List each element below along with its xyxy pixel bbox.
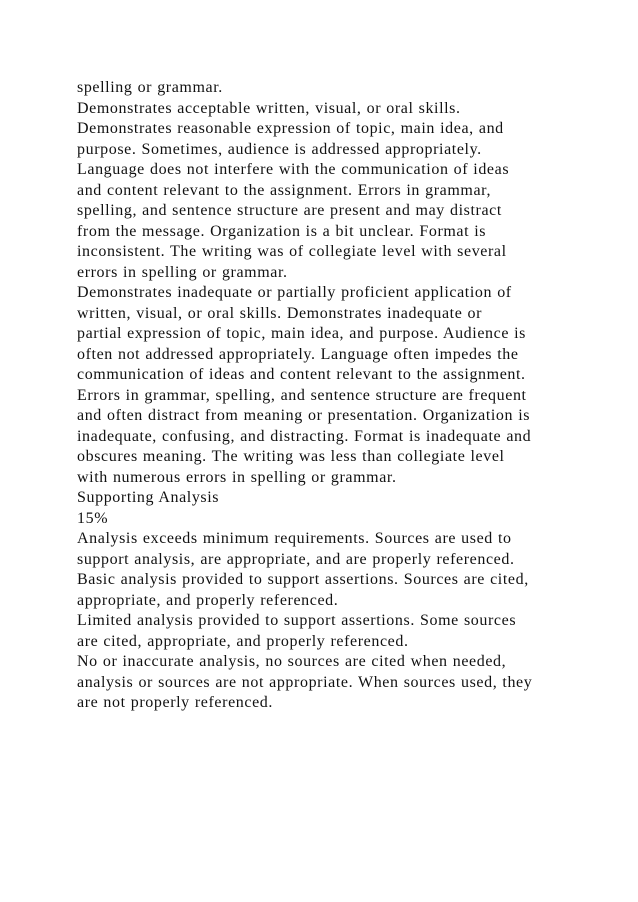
text-line: obscures meaning. The writing was less than collegiate level (77, 448, 505, 465)
text-line: are cited, appropriate, and properly referenced. (77, 632, 409, 650)
text-line: spelling or grammar. (77, 79, 223, 96)
text-line: are not properly referenced. (77, 694, 273, 711)
text-line: Demonstrates reasonable expression of topic, main idea, and (77, 120, 504, 137)
document-body (77, 78, 617, 714)
text-line: Demonstrates acceptable written, visual, or oral skills. (77, 99, 461, 117)
text-line: purpose. Sometimes, audience is addressed appropriately. (77, 140, 482, 158)
text-line: partial expression of topic, main idea, and purpose. Audience is (77, 325, 527, 342)
text-line: Limited analysis provided to support assertions. Some sources (77, 612, 517, 629)
text-line: support analysis, are appropriate, and are properly referenced. (77, 550, 515, 568)
text-line: inconsistent. The writing was of collegiate level with several (77, 243, 507, 260)
text-line: Errors in grammar, spelling, and sentence structure are frequent (77, 386, 527, 404)
text-line: often not addressed appropriately. Language often impedes the (77, 345, 519, 363)
text-line: and content relevant to the assignment. Errors in grammar, (77, 181, 492, 199)
section-heading: Supporting Analysis (77, 489, 220, 506)
text-line: communication of ideas and content relevant to the assignment. (77, 366, 526, 383)
text-line: Language does not interfere with the communication of ideas (77, 161, 510, 178)
text-line: Demonstrates inadequate or partially proficient application of (77, 284, 512, 301)
text-line: Basic analysis provided to support assertions. Sources are cited, (77, 571, 529, 588)
text-line: inadequate, confusing, and distracting. Format is inadequate and (77, 427, 532, 445)
text-line: written, visual, or oral skills. Demonstrates inadequate or (77, 304, 483, 322)
text-line: appropriate, and properly referenced. (77, 591, 339, 609)
text-line: with numerous errors in spelling or grammar. (77, 468, 397, 486)
text-line: No or inaccurate analysis, no sources are cited when needed, (77, 653, 507, 670)
text-line: Analysis exceeds minimum requirements. Sources are used to (77, 530, 512, 547)
text-line: from the message. Organization is a bit unclear. Format is (77, 222, 487, 240)
section-weight: 15% (77, 509, 109, 527)
text-line: and often distract from meaning or presentation. Organization is (77, 407, 531, 424)
text-line: analysis or sources are not appropriate. When sources used, they (77, 673, 533, 691)
text-line: spelling, and sentence structure are present and may distract (77, 202, 502, 219)
text-line: errors in spelling or grammar. (77, 263, 288, 281)
